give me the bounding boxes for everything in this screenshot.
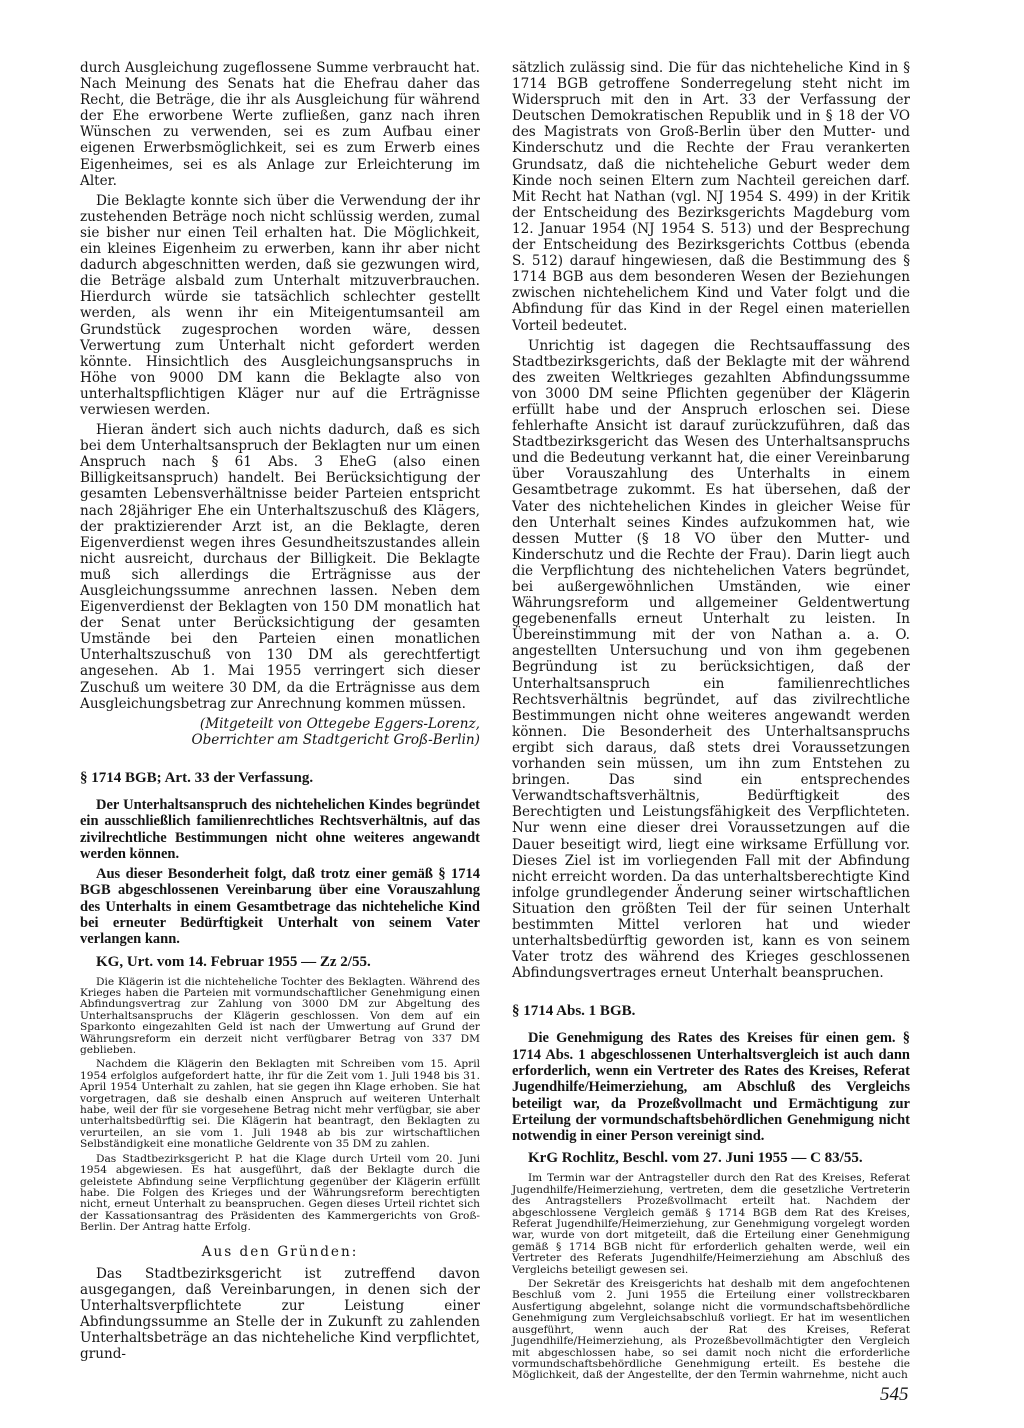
credit-line: (Mitgeteilt von Ottegebe Eggers-Lorenz,: [199, 715, 480, 732]
body-paragraph: Das Stadtbezirksgericht ist zutreffend davon ausgegangen, daß Vereinbarungen, in denen sich der Unterhaltsverpflichtete zur Leistung einer Abfindungssumme an Stelle der in Zukunft zu zahlenden Unterhaltsbeträge an das nichteheliche Kind verpflichtet, grund-: [80, 1265, 480, 1363]
spacer: [80, 787, 480, 797]
facts-paragraph: Das Stadtbezirksgericht P. hat die Klage durch Urteil vom 20. Juni 1954 abgewiesen. Es hat ausgeführt, daß der Beklagte durch die geleistete Abfindung seine Verpflichtung gegenüber der Klägerin erfüllt habe. Die Folgen des Krieges und der Währungsreform berechtigten nicht, erneut Unterhalt zu beanspruchen. Gegen dieses Urteil richtet sich der Kassationsantrag des Präsidenten des Kammergerichts von Groß-Berlin. Der Antrag hatte Erfolg.: [80, 1152, 480, 1234]
facts-paragraph: Im Termin war der Antragsteller durch den Rat des Kreises, Referat Jugendhilfe/Heimerziehung, vertreten, dem die gesetzliche Vertreterin des Antragstellers Prozeßvollmacht erteilt hat. Nachdem der abgeschlossene Vergleich gemäß § 1714 BGB dem Rat des Kreises, Referat Jugendhilfe/Heimerziehung, zur Genehmigung vorgelegt worden war, wurde von dort mitgeteilt, daß die Erteilung einer Genehmigung gemäß § 1714 BGB nicht für erforderlich gehalten werde, weil ein Vertreter des Referats Jugendhilfe/Heimerziehung am Abschluß des Vergleichs beteiligt gewesen sei.: [512, 1172, 910, 1276]
right-column: [512, 60, 910, 1382]
headnote: Die Genehmigung des Rates des Kreises für einen gem. § 1714 Abs. 1 abgeschlossenen Unterhaltsvergleich ist auch dann erforderlich, wenn ein Vertreter des Rates des Kreises, Referat Jugendhilfe/Heimerziehung, am Abschluß des Vergleichs beteiligt war, da Prozeßvollmacht und Ermächtigung zur Erteilung der vormundschaftsbehördlichen Genehmigung nicht notwendig in einer Person vereinigt sind.: [512, 1030, 910, 1145]
facts-paragraph: Nachdem die Klägerin den Beklagten mit Schreiben vom 15. April 1954 erfolglos aufgefordert hatte, ihr für die Zeit vom 1. Juli 1948 bis 31. April 1954 Unterhalt zu zahlen, hat sie gegen ihn Klage erhoben. Sie hat vorgetragen, daß sie deshalb einen Anspruch auf weiteren Unterhalt habe, weil der für sie vorgesehene Betrag nicht mehr verfügbar, sie aber unterhaltsbedürftig sei. Die Klägerin hat beantragt, den Beklagten zu verurteilen, an sie vom 1. Juli 1948 ab bis zur wirtschaftlichen Selbständigkeit eine monatliche Geldrente von 35 DM zu zahlen.: [80, 1058, 480, 1151]
body-paragraph: Unrichtig ist dagegen die Rechtsauffassung des Stadtbezirksgerichts, daß der Beklagte mit der während des zweiten Weltkrieges gezahlten Abfindungssumme von 3000 DM seine Pflichten gegenüber der Klägerin erfüllt habe und der Anspruch erloschen sei. Diese fehlerhafte Ansicht ist darauf zurückzuführen, daß das Stadtbezirksgericht das Wesen des Unterhaltsanspruchs und die Bedeutung verkannt hat, die einer Vereinbarung über Vorauszahlung des Unterhalts in einem Gesamtbetrage zukommt. Es hat übersehen, daß der Vater des nichtehelichen Kindes in gleicher Weise für den Unterhalt seines Kindes aufzukommen hat, wie dessen Mutter (§ 18 VO über den Mutter- und Kinderschutz und die Rechte der Frau). Darin liegt auch die Verpflichtung des nichtehelichen Vaters begründet, bei außergewöhnlichen Umständen, wie einer Währungsreform und allgemeiner Geldentwertung gegebenenfalls erneut Unterhalt zu leisten. In Übereinstimmung mit der von Nathan a. a. O. angestellten Untersuchung und von ihm gegebenen Begründung ist zu berücksichtigen, daß der Unterhaltsanspruch ein familienrechtliches Rechtsverhältnis begründet, auf das zivilrechtliche Bestimmungen nicht ohne weiteres angewandt werden können. Die Besonderheit des Unterhaltsanspruchs ergibt sich daraus, daß stets drei Voraussetzungen vorhanden sein müssen, um ihn zum Entstehen zu bringen. Das sind ein entsprechendes Verwandtschaftsverhältnis, Bedürftigkeit des Berechtigten und Leistungsfähigkeit des Verpflichteten. Nur wenn eine dieser drei Voraussetzungen auf die Dauer beseitigt wird, liegt eine wirksame Erfüllung vor. Dieses Ziel ist im vorliegenden Fall mit der Abfindung nicht erreicht worden. Da das unterhaltsberechtigte Kind infolge grundlegender Änderung seiner wirtschaftlichen Situation den größten Teil der für seinen Unterhalt bestimmten Mittel verloren hat und wieder unterhaltsbedürftig geworden ist, kann es von seinem Vater trotz des während des Krieges geschlossenen Abfindungsvertrages erneut Unterhalt beanspruchen.: [512, 337, 910, 982]
section-heading: § 1714 Abs. 1 BGB.: [512, 1003, 636, 1020]
body-paragraph: Die Beklagte konnte sich über die Verwendung der ihr zustehenden Beträge noch nicht schlüssig werden, zumal sie bisher nur einen Teil erhalten hat. Die Möglichkeit, ein kleines Eigenheim zu erwerben, kann ihr aber nicht dadurch abgeschnitten werden, daß sie gezwungen wird, die Beträge alsbald zum Unterhalt mitzuverbrauchen. Hierdurch würde sie tatsächlich schlechter gestellt werden, als wenn ihr ein Miteigentumsanteil am Grundstück zugesprochen worden wäre, dessen Verwertung zum Unterhalt nicht gefordert werden könnte. Hinsichtlich des Ausgleichungsanspruchs in Höhe von 9000 DM kann die Beklagte also von unterhaltspflichtigen Kläger nur auf die Erträgnisse verwiesen werden.: [80, 192, 480, 418]
grounds-heading: Aus den Gründen:: [201, 1243, 359, 1260]
facts-paragraph: Die Klägerin ist die nichteheliche Tochter des Beklagten. Während des Krieges haben die Parteien mit vormundschaftlicher Genehmigung einen Abfindungsvertrag zur Zahlung von 3000 DM zur Abgeltung des Unterhaltsanspruchs der Klägerin geschlossen. Von dem auf ein Sparkonto eingezahlten Geld ist nach der Umwertung auf Grund der Währungsreform ein derzeit nicht verfügbarer Betrag von 337 DM geblieben.: [80, 975, 480, 1057]
headnote: Der Unterhaltsanspruch des nichtehelichen Kindes begründet ein ausschließlich familienrechtliches Rechtsverhältnis, auf das zivilrechtliche Bestimmungen nicht ohne weiteres angewandt werden können.: [80, 796, 480, 862]
spacer: [80, 748, 480, 770]
credit-line: Oberrichter am Stadtgericht Groß-Berlin): [191, 731, 480, 748]
spacer: [512, 981, 910, 1003]
body-paragraph: durch Ausgleichung zugeflossene Summe verbraucht hat. Nach Meinung des Senats hat die Ehefrau daher das Recht, die Beträge, die ihr als Ausgleichung für während der Ehe erworbene Werte zufließen, ganz nach ihren Wünschen zu verwenden, sei es zum Aufbau einer eigenen Erwerbsmöglichkeit, sei es zum Erwerb eines Eigenheimes, sei es als Anlage zur Erleichterung im Alter.: [80, 60, 480, 189]
attribution-credit: [80, 716, 480, 748]
headnote: Aus dieser Besonderheit folgt, daß trotz einer gemäß § 1714 BGB abgeschlossenen Vereinbarung über eine Vorauszahlung des Unterhalts in einem Gesamtbetrage das nichteheliche Kind bei erneuter Bedürftigkeit Unterhalt von seinem Vater verlangen kann.: [80, 866, 480, 948]
spacer: [512, 1020, 910, 1030]
page-number: 545: [880, 1384, 909, 1405]
left-column: [80, 60, 480, 1362]
case-citation: KG, Urt. vom 14. Februar 1955 — Zz 2/55.: [96, 953, 371, 970]
section-heading: § 1714 BGB; Art. 33 der Verfassung.: [80, 769, 314, 786]
case-citation: KrG Rochlitz, Beschl. vom 27. Juni 1955 — C 83/55.: [528, 1150, 863, 1167]
facts-paragraph: Der Sekretär des Kreisgerichts hat deshalb mit dem angefochtenen Beschluß vom 2. Juni 1955 die Erteilung einer vollstreckbaren Ausfertigung abgelehnt, solange nicht die vormundschaftsbehördliche Genehmigung zum Vergleichsabschluß vorliegt. Er hat im wesentlichen ausgeführt, wenn auch der Rat des Kreises, Referat Jugendhilfe/Heimerziehung, als Prozeßbevollmächtigter den Vergleich mit abgeschlossen habe, so sei damit noch nicht die erforderliche vormundschaftsbehördliche Genehmigung erteilt. Es bestehe die Möglichkeit, daß der Angestellte, der den Termin wahrnehme, nicht auch: [512, 1278, 910, 1382]
body-paragraph: Hieran ändert sich auch nichts dadurch, daß es sich bei dem Unterhaltsanspruch der Beklagten nur um einen Anspruch nach § 61 Abs. 3 EheG (also einen Billigkeitsanspruch) handelt. Bei Berücksichtigung der gesamten Lebensverhältnisse beider Parteien entspricht nach 28jähriger Ehe ein Unterhaltszuschuß des Klägers, der praktizierender Arzt ist, an die Beklagte, deren Eigenverdienst wegen ihres Gesundheitszustandes allein nicht ausreicht, durchaus der Billigkeit. Die Beklagte muß sich allerdings die Erträgnisse aus der Ausgleichungssumme anrechnen lassen. Neben dem Eigenverdienst der Beklagten von 150 DM monatlich hat der Senat unter Berücksichtigung der gesamten Umstände bei den Parteien einen monatlichen Unterhaltszuschuß von 130 DM als gerechtfertigt angesehen. Ab 1. Mai 1955 verringert sich dieser Zuschuß um weitere 30 DM, da die Erträgnisse aus dem Ausgleichungsbetrag zur Anrechnung kommen müssen.: [80, 422, 480, 712]
body-paragraph: sätzlich zulässig sind. Die für das nichteheliche Kind in § 1714 BGB getroffene Sonderregelung steht nicht im Widerspruch mit den in Art. 33 der Verfassung der Deutschen Demokratischen Republik und in § 18 der VO des Magistrats von Groß-Berlin über den Mutter- und Kinderschutz und die Rechte der Frau verankerten Grundsatz, daß die nichteheliche Geburt weder dem Kinde noch seinen Eltern zum Nachteil gereichen darf. Mit Recht hat Nathan (vgl. NJ 1954 S. 499) in der Kritik der Entscheidung des Bezirksgerichts Magdeburg vom 12. Januar 1954 (NJ 1954 S. 513) und der Besprechung der Entscheidung des Bezirksgerichts Cottbus (ebenda S. 512) darauf hingewiesen, daß die Bestimmung des § 1714 BGB aus dem besonderen Wesen der Beziehungen zwischen nichtehelichem Kind und Vater folgt und die Abfindung für das Kind in der Regel einen materiellen Vorteil bedeutet.: [512, 60, 910, 334]
